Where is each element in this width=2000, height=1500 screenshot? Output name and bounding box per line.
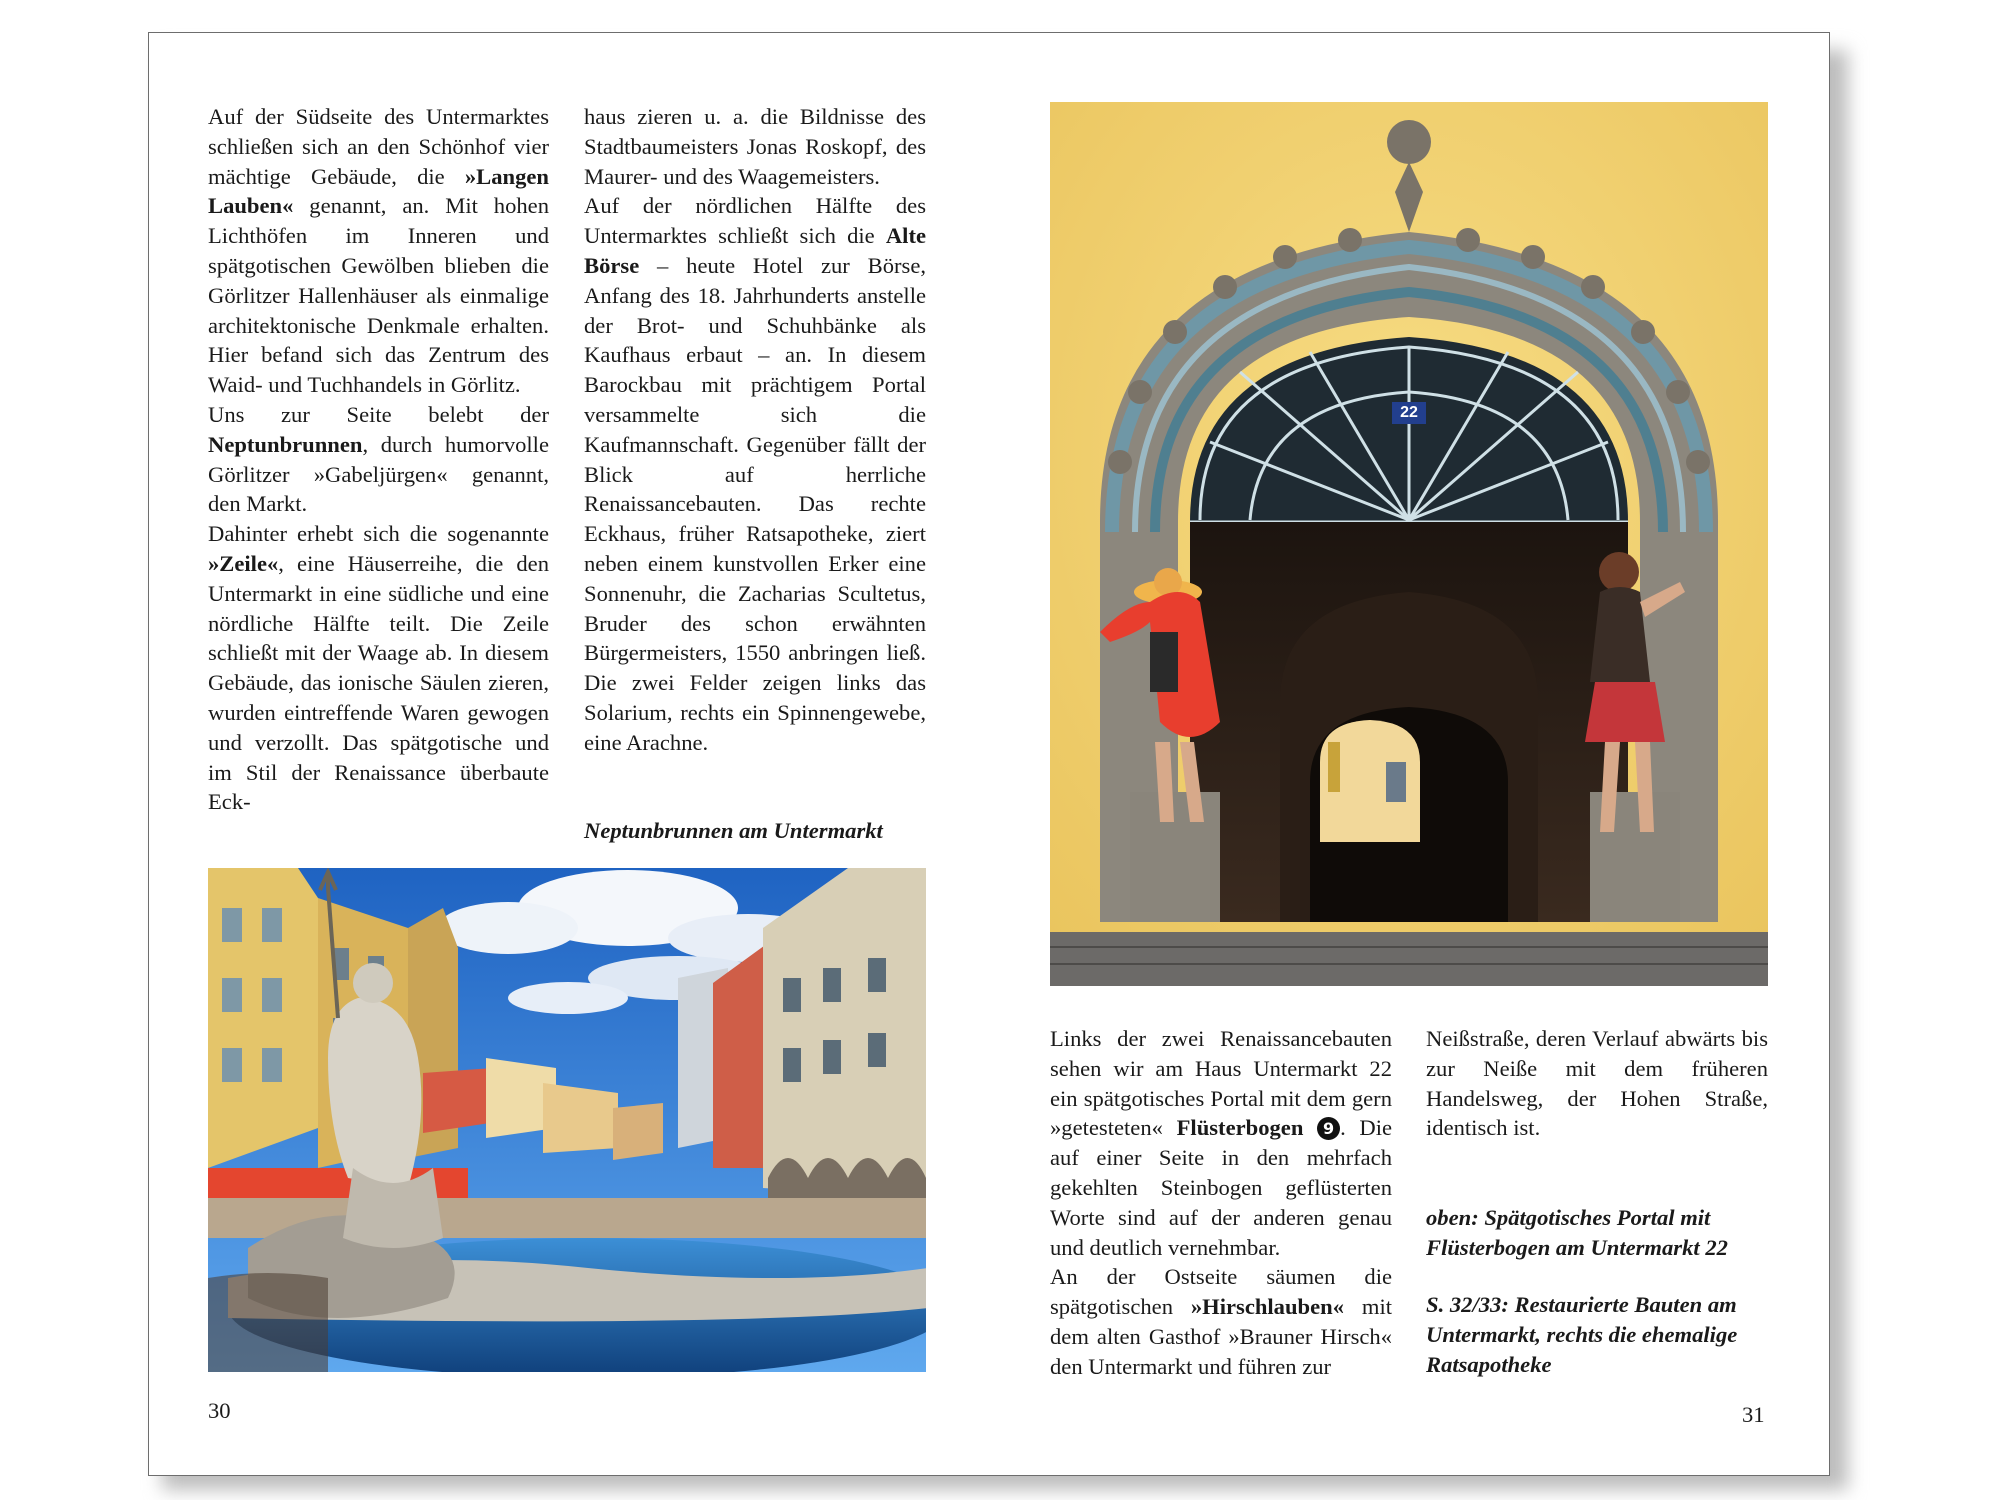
left-page-column-1	[208, 102, 549, 817]
paragraph: Neißstraße, deren Verlauf abwärts bis zur Neiße mit dem früheren Handelsweg, der Hohen Straße, identisch ist.	[1426, 1026, 1768, 1141]
paragraph: Auf der nördlichen Hälfte des Untermarktes schließt sich die Alte Börse – heute Hotel zur Börse, Anfang des 18. Jahrhunderts anstelle der Brot- und Schuhbänke als Kaufhaus erbaut – an. In diesem Barockbau mit prächtigem Portal versammelte sich die Kaufmannschaft. Gegenüber fällt der Blick auf herrliche Renaissancebauten. Das rechte Eckhaus, früher Ratsapotheke, ziert neben einem kunstvollen Erker eine Sonnenuhr, die Zacharias Scultetus, Bruder des schon erwähnten Bürgermeisters, 1550 anbringen ließ. Die zwei Felder zeigen links das Solarium, rechts ein Spinnengewebe, eine Arachne.	[584, 193, 926, 755]
page-number-right: 31	[1742, 1402, 1765, 1427]
photo-neptune-fountain	[208, 868, 926, 1372]
paragraph: Auf der Südseite des Untermarktes schließen sich an den Schönhof vier mächtige Gebäude, die »Langen Lauben« genannt, an. Mit hohen Lichthöfen im Inneren und spätgotischen Gewölben blieben die Görlitzer Hallenhäuser als einmalige architektonische Denkmale erhalten. Hier befand sich das Zentrum des Waid- und Tuchhandels in Görlitz.	[208, 104, 549, 398]
paragraph: Uns zur Seite belebt der Neptunbrunnen, durch humorvolle Görlitzer »Gabeljürgen« genannt, den Markt.	[208, 401, 549, 517]
page-number-left: 30	[208, 1398, 231, 1423]
caption-portal: oben: Spätgotisches Portal mit Flüsterbogen am Untermarkt 22	[1426, 1205, 1728, 1260]
photo-caption-neptune: Neptunbrunnen am Untermarkt	[584, 818, 883, 843]
sight-marker-9-icon: 9	[1317, 1117, 1340, 1140]
house-number-sign: 22	[1400, 404, 1418, 421]
paragraph: An der Ostseite säumen die spätgotischen »Hirschlauben« mit dem alten Gasthof »Brauner Hirsch« den Untermarkt und führen zur	[1050, 1264, 1392, 1379]
paragraph: Dahinter erhebt sich die sogenannte »Zeile«, eine Häuserreihe, die den Untermarkt in eine südliche und eine nördliche Hälfte teilt. Die Zeile schließt mit der Waage ab. In diesem Gebäude, das ionische Säulen zieren, wurden eintreffende Waren gewogen und verzollt. Das spätgotische und im Stil der Renaissance überbaute Eck-	[208, 521, 549, 815]
photo-gothic-portal	[1050, 102, 1768, 986]
paragraph: Links der zwei Renaissancebauten sehen wir am Haus Untermarkt 22 ein spätgotisches Portal mit dem gern »getesteten« Flüsterbogen 9 . Die auf einer Seite in den mehrfach gekehlten Steinbogen geflüsterten Worte sind auf der anderen genau und deutlich vernehmbar.	[1050, 1026, 1393, 1260]
caption-spread-preview: S. 32/33: Restaurierte Bauten am Untermarkt, rechts die ehemalige Ratsapotheke	[1426, 1292, 1738, 1377]
right-page-column-1	[1050, 1024, 1392, 1382]
paragraph: haus zieren u. a. die Bildnisse des Stadtbaumeisters Jonas Roskopf, des Maurer- und des Waagemeisters.	[584, 104, 926, 189]
left-page-column-2	[584, 102, 926, 758]
right-page-column-2	[1426, 1024, 1768, 1143]
